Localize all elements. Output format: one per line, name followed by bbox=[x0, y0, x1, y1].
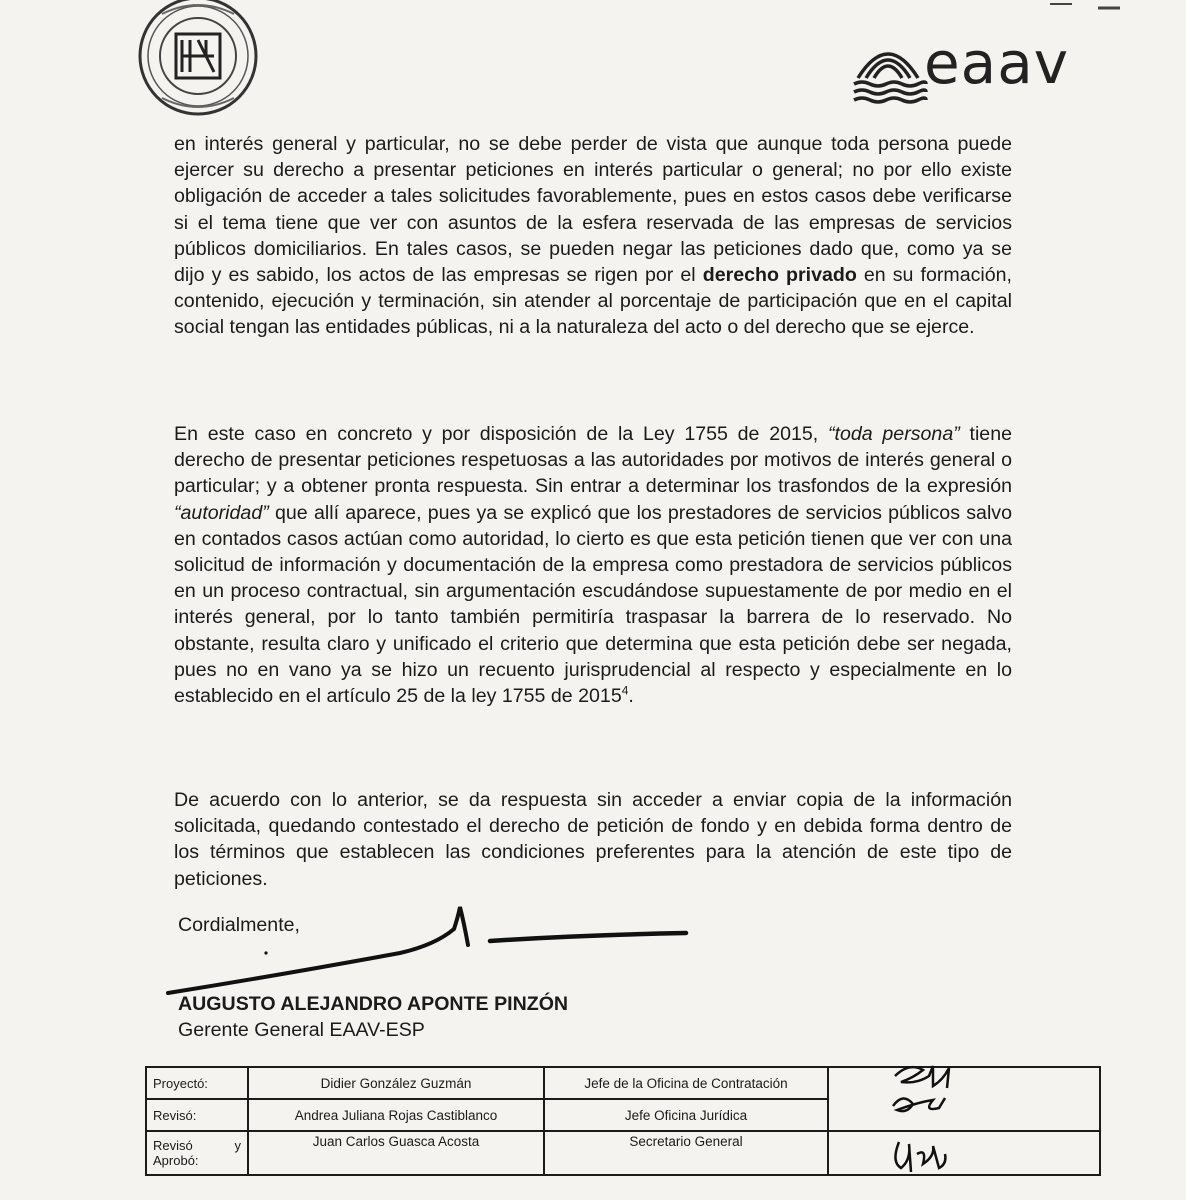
closing-salutation: Cordialmente, bbox=[178, 914, 300, 936]
person-cell: Juan Carlos Guasca Acosta bbox=[248, 1131, 544, 1175]
person-cell: Didier González Guzmán bbox=[248, 1067, 544, 1099]
signer-name: AUGUSTO ALEJANDRO APONTE PINZÓN bbox=[178, 993, 569, 1015]
footnote-marker: 4 bbox=[621, 683, 629, 698]
initials-cell bbox=[828, 1067, 1100, 1131]
p2-text-c: que allí aparece, pues ya se explicó que los prestadores de servicios públicos salvo en contados casos actúan como autoridad, lo cierto es que esta petición tienen que ver con una solicitud de información y documentación de la empresa como prestadora de servicios públicos en un proceso contractual, sin argumentación escudándose supuestamente de por medio en el interés general, por lo tanto también permitiría traspasar la barrera de lo reservado. No obstante, resulta claro y unificado el criterio que determina que esta petición debe ser negada, pues no en vano ya se hizo un recuento jurisprudencial al respecto y especialmente en lo establecido en el artículo 25 de la ley 1755 de 2015 bbox=[174, 501, 1012, 708]
p2-text-a: En este caso en concreto y por disposición de la Ley 1755 de 2015, bbox=[174, 423, 828, 445]
eaav-logo-text: eaav bbox=[924, 29, 1070, 97]
paragraph-ley-1755 bbox=[174, 421, 1012, 709]
handwritten-initials bbox=[889, 1134, 969, 1174]
p1-text-a: en interés general y particular, no se debe perder de vista que aunque toda persona puede ejercer su derecho a presentar peticiones en interés particular o general; no por ello existe obligación de acceder a tales solicitudes favorablemente, pues en estos casos debe verificarse si el tema tiene que ver con asuntos de la esfera reservada de las empresas de servicios públicos domiciliarios. En tales casos, se pueden negar las peticiones dado que, como ya se dijo y es sabido, los actos de las empresas se rigen por el bbox=[174, 133, 1012, 287]
paragraph-reserved-sphere bbox=[174, 131, 1012, 341]
p1-bold-derecho-privado: derecho privado bbox=[702, 264, 857, 287]
p2-text-d: . bbox=[628, 685, 634, 708]
institutional-seal-icon bbox=[132, 0, 264, 122]
corner-marks-icon bbox=[1046, 0, 1126, 14]
office-cell: Jefe Oficina Jurídica bbox=[544, 1099, 828, 1131]
office-cell: Secretario General bbox=[544, 1131, 828, 1175]
p2-italic-autoridad: “autoridad” bbox=[174, 501, 269, 524]
role-cell: Revisó: bbox=[146, 1099, 248, 1131]
paragraph-conclusion: De acuerdo con lo anterior, se da respuesta sin acceder a enviar copia de la información solicitada, quedando contestado el derecho de petición de fondo y en debida forma dentro de los términos que establecen las condiciones preferentes para la atención de este tipo de peticiones. bbox=[174, 789, 1012, 890]
signer-title: Gerente General EAAV-ESP bbox=[178, 1019, 425, 1041]
table-row bbox=[146, 1131, 1100, 1175]
p1-text-b: en su formación, contenido, ejecución y terminación, sin atender al porcentaje de participación que en el capital social tengan las entidades públicas, ni a la naturaleza del acto o del derecho que se ejerce. bbox=[174, 264, 1012, 339]
p2-text-b: tiene derecho de presentar peticiones respetuosas a las autoridades por motivos de interés general o particular; y a obtener pronta respuesta. Sin entrar a determinar los trasfondos de la expresión bbox=[174, 423, 1012, 498]
table-row bbox=[146, 1067, 1100, 1099]
approvals-table bbox=[145, 1066, 1101, 1176]
role-label-a: Revisó bbox=[153, 1138, 193, 1153]
role-cell: Proyectó: bbox=[146, 1067, 248, 1099]
role-cell bbox=[146, 1131, 248, 1175]
handwritten-signature bbox=[160, 895, 700, 1000]
role-label-b: y bbox=[234, 1138, 241, 1153]
office-cell: Jefe de la Oficina de Contratación bbox=[544, 1067, 828, 1099]
initials-cell bbox=[828, 1131, 1100, 1175]
person-cell: Andrea Juliana Rojas Castiblanco bbox=[248, 1099, 544, 1131]
handwritten-initials bbox=[889, 1062, 979, 1122]
role-label-c: Aprobó: bbox=[153, 1153, 199, 1168]
p2-italic-toda-persona: “toda persona” bbox=[828, 423, 960, 445]
